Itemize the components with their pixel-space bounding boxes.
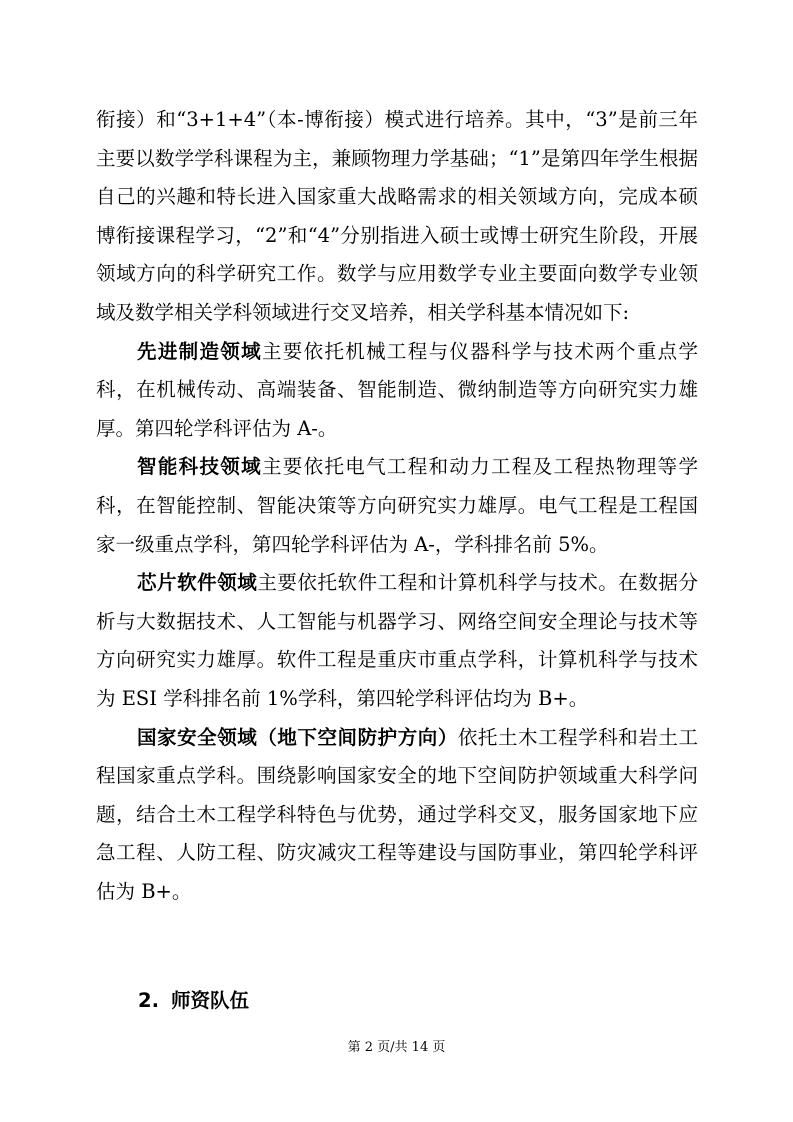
page-number-label: 第 2 页/共 14 页 (347, 1040, 446, 1055)
term-intelligent-technology: 智能科技领域 (137, 455, 262, 479)
paragraph-chip-software-text: 主要依托软件工程和计算机科学与技术。在数据分析与大数据技术、人工智能与机器学习、网络空间安全理论与技术等方向研究实力雄厚。软件工程是重庆市重点学科，计算机科学与技术为 ESI 学科排名前 1%学科，第四轮学科评估均为 B+。 (96, 571, 698, 710)
body-text (96, 101, 698, 911)
section-heading-faculty (138, 983, 249, 1019)
section-title: 师资队伍 (170, 989, 249, 1012)
page-footer (0, 1039, 793, 1057)
paragraph-advanced-manufacturing (96, 333, 698, 449)
section-number: 2. (138, 989, 159, 1012)
term-advanced-manufacturing: 先进制造领域 (137, 339, 262, 363)
paragraph-national-security (96, 719, 698, 912)
paragraph-intro-text: 衔接）和“3+1+4”（本-博衔接）模式进行培养。其中，“3”是前三年主要以数学学科课程为主，兼顾物理力学基础；“1”是第四年学生根据自己的兴趣和特长进入国家重大战略需求的相关领域方向，完成本硕博衔接课程学习，“2”和“4”分别指进入硕士或博士研究生阶段，开展领域方向的科学研究工作。数学与应用数学专业主要面向数学专业领域及数学相关学科领域进行交叉培养，相关学科基本情况如下: (96, 108, 698, 324)
paragraph-intelligent-technology-text: 主要依托电气工程和动力工程及工程热物理等学科，在智能控制、智能决策等方向研究实力雄厚。电气工程是工程国家一级重点学科，第四轮学科评估为 A-，学科排名前 5%。 (96, 455, 698, 556)
paragraph-chip-software (96, 564, 698, 718)
term-chip-software: 芯片软件领域 (137, 571, 258, 595)
paragraph-advanced-manufacturing-text: 主要依托机械工程与仪器科学与技术两个重点学科，在机械传动、高端装备、智能制造、微纳制造等方向研究实力雄厚。第四轮学科评估为 A-。 (96, 339, 698, 440)
term-national-security: 国家安全领域（地下空间防护方向） (137, 725, 458, 749)
paragraph-national-security-text: 依托土木工程学科和岩土工程国家重点学科。围绕影响国家安全的地下空间防护领域重大科学问题，结合土木工程学科特色与优势，通过学科交叉，服务国家地下应急工程、人防工程、防灾减灾工程等建设与国防事业，第四轮学科评估为 B+。 (96, 725, 698, 903)
paragraph-intelligent-technology (96, 448, 698, 564)
paragraph-intro (96, 101, 698, 333)
